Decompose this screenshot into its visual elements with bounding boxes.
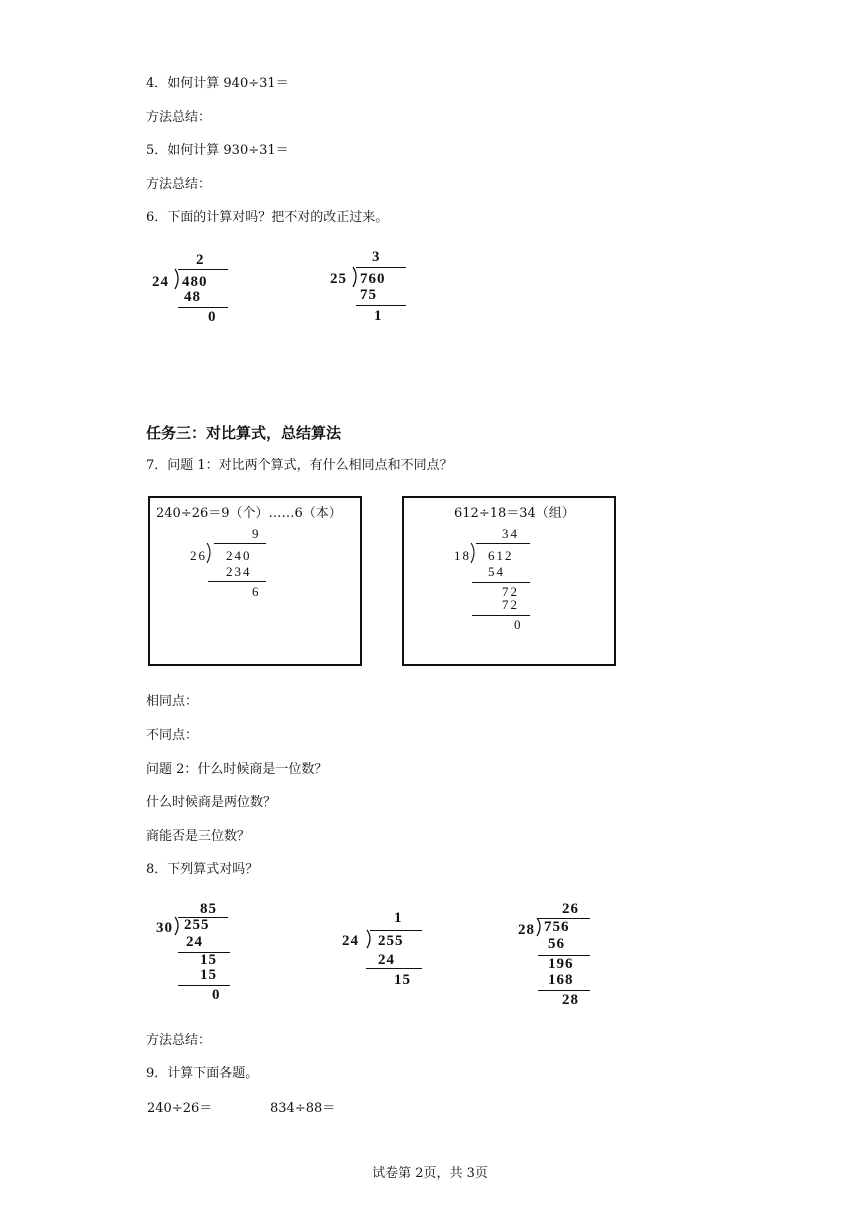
quotient: 85 bbox=[200, 901, 217, 917]
subtraction-line bbox=[356, 305, 406, 306]
divisor: 30 bbox=[156, 920, 173, 936]
dividend: 756 bbox=[544, 919, 570, 935]
task3-heading: 任务三：对比算式，总结算法 bbox=[146, 424, 342, 442]
question-9: 9．计算下面各题。 bbox=[146, 1066, 259, 1081]
division-bracket bbox=[364, 927, 374, 951]
remainder: 0 bbox=[208, 309, 217, 325]
divisor: 24 bbox=[342, 933, 359, 949]
subtraction-line bbox=[366, 968, 422, 969]
partial-dividend: 196 bbox=[548, 956, 574, 972]
dividend: 240 bbox=[226, 548, 252, 563]
division-bracket bbox=[172, 266, 182, 292]
quotient: 34 bbox=[502, 526, 519, 541]
equation-1: 240÷26＝9（个）……6（本） bbox=[156, 506, 342, 521]
dividend: 255 bbox=[378, 933, 404, 949]
quotient: 1 bbox=[394, 910, 403, 926]
calc-1: 240÷26＝ bbox=[147, 1101, 213, 1116]
calc-2: 834÷88＝ bbox=[270, 1101, 336, 1116]
dividend: 255 bbox=[184, 917, 210, 933]
page-footer: 试卷第 2页，共 3页 bbox=[372, 1166, 488, 1181]
question-6: 6．下面的计算对吗？把不对的改正过来。 bbox=[146, 210, 389, 225]
subtraction-line bbox=[208, 581, 266, 582]
remainder: 6 bbox=[252, 584, 261, 599]
dividend: 612 bbox=[488, 548, 514, 563]
division-bar bbox=[178, 269, 228, 270]
product: 24 bbox=[378, 952, 395, 968]
divisor: 18 bbox=[454, 548, 471, 563]
division-bar bbox=[370, 930, 422, 931]
partial-dividend: 15 bbox=[200, 952, 217, 968]
division-bracket bbox=[172, 914, 182, 938]
remainder: 28 bbox=[562, 992, 579, 1008]
question-2c: 商能否是三位数？ bbox=[146, 829, 251, 844]
quotient: 2 bbox=[196, 252, 205, 268]
quotient: 26 bbox=[562, 901, 579, 917]
quotient: 3 bbox=[372, 249, 381, 265]
dividend: 760 bbox=[360, 271, 386, 287]
division-bar bbox=[476, 543, 530, 544]
product-1: 54 bbox=[488, 564, 505, 579]
divisor: 26 bbox=[190, 548, 207, 563]
question-5-method: 方法总结： bbox=[146, 177, 212, 192]
subtraction-line-1 bbox=[472, 582, 530, 583]
subtraction-line-2 bbox=[538, 990, 590, 991]
remainder: 0 bbox=[212, 987, 221, 1003]
quotient: 9 bbox=[252, 526, 261, 541]
comparison-box-1 bbox=[148, 496, 362, 666]
question-5: 5．如何计算 930÷31＝ bbox=[146, 143, 289, 158]
subtraction-line-2 bbox=[178, 985, 230, 986]
remainder: 1 bbox=[374, 308, 383, 324]
product-2: 72 bbox=[502, 597, 519, 612]
product-2: 15 bbox=[200, 967, 217, 983]
product-2: 168 bbox=[548, 972, 574, 988]
subtraction-line bbox=[178, 307, 228, 308]
question-4-method: 方法总结： bbox=[146, 110, 212, 125]
divisor: 24 bbox=[152, 274, 169, 290]
division-bracket bbox=[350, 264, 360, 290]
division-bar bbox=[356, 267, 406, 268]
question-8-method: 方法总结： bbox=[146, 1033, 212, 1048]
product-1: 24 bbox=[186, 934, 203, 950]
question-7: 7．问题 1：对比两个算式，有什么相同点和不同点？ bbox=[146, 458, 453, 473]
remainder: 0 bbox=[514, 617, 523, 632]
division-bracket bbox=[534, 915, 544, 939]
comparison-box-2 bbox=[402, 496, 616, 666]
product: 234 bbox=[226, 564, 252, 579]
question-4: 4．如何计算 940÷31＝ bbox=[146, 76, 289, 91]
question-8: 8．下列算式对吗？ bbox=[146, 862, 259, 877]
equation-2: 612÷18＝34（组） bbox=[454, 506, 575, 521]
product: 48 bbox=[184, 289, 201, 305]
question-2b: 什么时候商是两位数？ bbox=[146, 795, 277, 810]
divisor: 25 bbox=[330, 271, 347, 287]
divisor: 28 bbox=[518, 922, 535, 938]
subtraction-line-2 bbox=[472, 615, 530, 616]
division-bar bbox=[214, 543, 266, 544]
product-1: 56 bbox=[548, 936, 565, 952]
dividend: 480 bbox=[182, 274, 208, 290]
partial-dividend: 72 bbox=[502, 584, 519, 599]
product: 75 bbox=[360, 287, 377, 303]
different-points: 不同点： bbox=[146, 728, 199, 743]
same-points: 相同点： bbox=[146, 694, 199, 709]
question-2a: 问题 2：什么时候商是一位数？ bbox=[146, 762, 328, 777]
remainder: 15 bbox=[394, 972, 411, 988]
